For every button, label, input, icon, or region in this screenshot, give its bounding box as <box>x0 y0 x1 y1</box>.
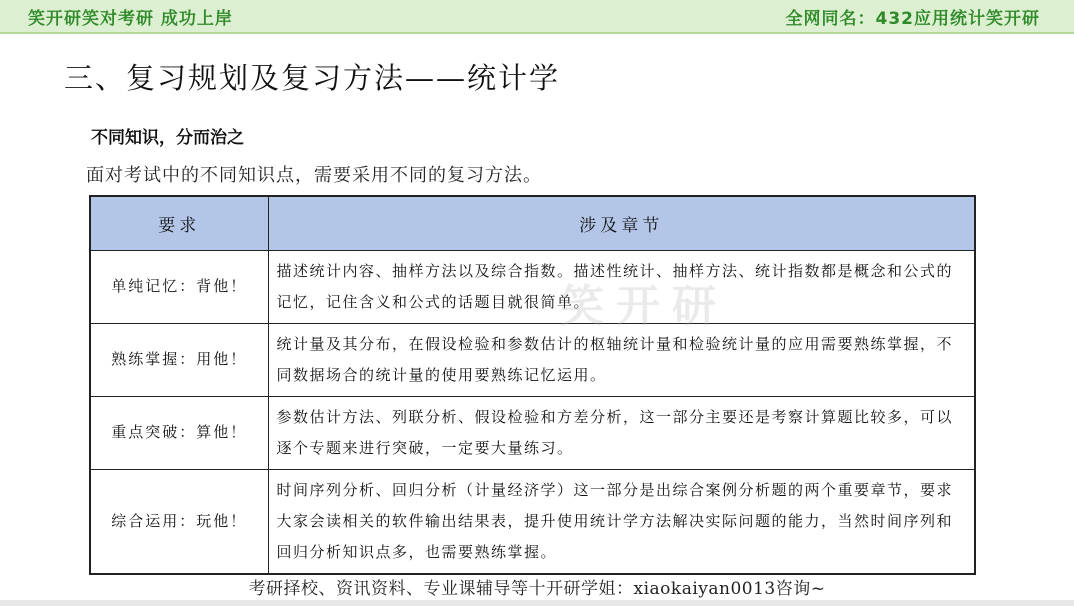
header-slogan: 笑开研笑对考研 成功上岸 <box>28 8 233 29</box>
requirement-cell: 单纯记忆：背他！ <box>90 250 268 323</box>
review-methods-table <box>89 195 976 575</box>
intro-text: 面对考试中的不同知识点，需要采用不同的复习方法。 <box>86 165 542 186</box>
slide-title: 三、复习规划及复习方法——统计学 <box>64 61 561 95</box>
chapters-cell: 参数估计方法、列联分析、假设检验和方差分析，这一部分主要还是考察计算题比较多，可以逐个专题来进行突破，一定要大量练习。 <box>268 396 975 469</box>
footer-contact-note: 考研择校、资讯资料、专业课辅导等十开研学姐：xiaokaiyan0013咨询~ <box>248 579 826 599</box>
column-header-requirement: 要求 <box>90 196 268 250</box>
watermark-logo: 笑开研 <box>560 281 728 332</box>
table-row <box>90 323 975 396</box>
table-header-row <box>90 196 975 250</box>
column-header-chapters: 涉及章节 <box>268 196 975 250</box>
requirement-cell: 熟练掌握：用他！ <box>90 323 268 396</box>
table-row <box>90 469 975 574</box>
table-row <box>90 396 975 469</box>
footer-divider <box>0 600 1074 606</box>
header-channel-name: 全网同名：432应用统计笑开研 <box>785 8 1040 29</box>
chapters-cell: 描述统计内容、抽样方法以及综合指数。描述性统计、抽样方法、统计指数都是概念和公式的记忆，记住含义和公式的话题目就很简单。 <box>268 250 975 323</box>
table-row <box>90 250 975 323</box>
header-bar <box>0 0 1074 34</box>
requirement-cell: 重点突破：算他！ <box>90 396 268 469</box>
section-heading: 不同知识，分而治之 <box>91 128 244 148</box>
requirement-cell: 综合运用：玩他！ <box>90 469 268 574</box>
chapters-cell: 时间序列分析、回归分析（计量经济学）这一部分是出综合案例分析题的两个重要章节，要求大家会读相关的软件输出结果表，提升使用统计学方法解决实际问题的能力，当然时间序列和回归分析知识点多，也需要熟练掌握。 <box>268 469 975 574</box>
chapters-cell: 统计量及其分布，在假设检验和参数估计的枢轴统计量和检验统计量的应用需要熟练掌握，不同数据场合的统计量的使用要熟练记忆运用。 <box>268 323 975 396</box>
